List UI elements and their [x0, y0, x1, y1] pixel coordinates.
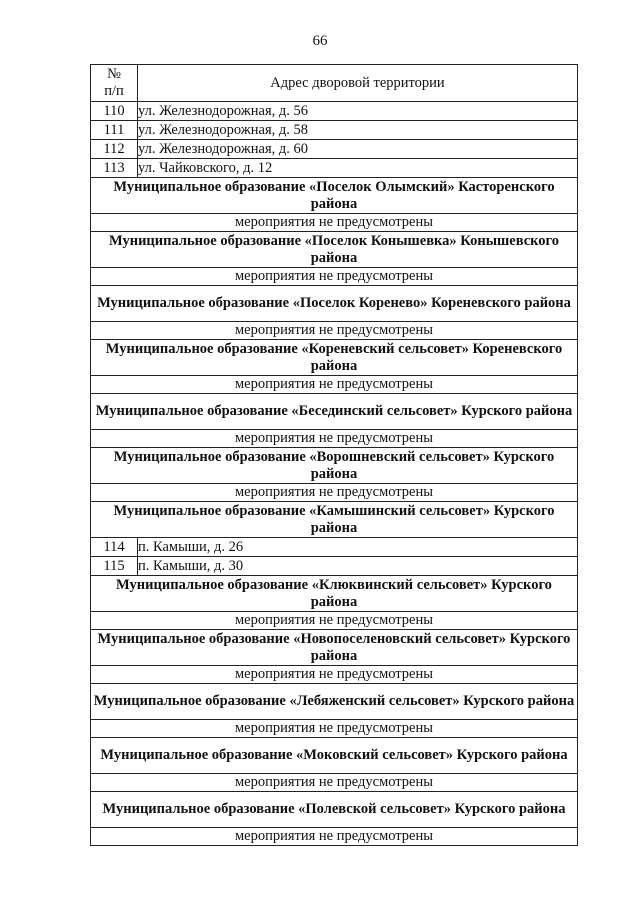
table-row [91, 102, 578, 121]
municipality-header-row [91, 684, 578, 720]
row-number: 112 [91, 140, 138, 159]
no-measures-note: мероприятия не предусмотрены [91, 828, 578, 846]
municipality-name: Муниципальное образование «Клюквинский сельсовет» Курского района [91, 576, 578, 612]
column-header-number [91, 65, 138, 102]
row-address: ул. Железнодорожная, д. 58 [138, 121, 578, 140]
row-number: 110 [91, 102, 138, 121]
no-measures-note: мероприятия не предусмотрены [91, 774, 578, 792]
row-number: 111 [91, 121, 138, 140]
municipality-header-row [91, 502, 578, 538]
row-number: 113 [91, 159, 138, 178]
no-measures-row [91, 774, 578, 792]
row-address: ул. Железнодорожная, д. 56 [138, 102, 578, 121]
no-measures-row [91, 484, 578, 502]
row-number: 115 [91, 557, 138, 576]
municipality-name: Муниципальное образование «Бесединский сельсовет» Курского района [91, 394, 578, 430]
municipality-header-row [91, 394, 578, 430]
no-measures-row [91, 430, 578, 448]
municipality-header-row [91, 178, 578, 214]
no-measures-row [91, 376, 578, 394]
no-measures-row [91, 612, 578, 630]
no-measures-row [91, 828, 578, 846]
row-address: п. Камыши, д. 30 [138, 557, 578, 576]
column-header-address: Адрес дворовой территории [138, 65, 578, 102]
municipality-name: Муниципальное образование «Поселок Коренево» Кореневского района [91, 286, 578, 322]
municipality-header-row [91, 232, 578, 268]
no-measures-note: мероприятия не предусмотрены [91, 612, 578, 630]
page-number: 66 [312, 33, 328, 49]
no-measures-row [91, 720, 578, 738]
table-row [91, 121, 578, 140]
no-measures-note: мероприятия не предусмотрены [91, 376, 578, 394]
table-row [91, 140, 578, 159]
municipality-name: Муниципальное образование «Камышинский сельсовет» Курского района [91, 502, 578, 538]
row-address: ул. Чайковского, д. 12 [138, 159, 578, 178]
row-address: ул. Железнодорожная, д. 60 [138, 140, 578, 159]
municipality-header-row [91, 738, 578, 774]
no-measures-note: мероприятия не предусмотрены [91, 430, 578, 448]
table-header-row [91, 65, 578, 102]
column-header-number-label: № п/п [104, 66, 124, 99]
municipality-header-row [91, 576, 578, 612]
municipality-name: Муниципальное образование «Лебяженский сельсовет» Курского района [91, 684, 578, 720]
municipality-header-row [91, 792, 578, 828]
table-row [91, 538, 578, 557]
municipality-header-row [91, 340, 578, 376]
no-measures-row [91, 322, 578, 340]
municipality-name: Муниципальное образование «Кореневский сельсовет» Кореневского района [91, 340, 578, 376]
no-measures-row [91, 214, 578, 232]
municipality-name: Муниципальное образование «Поселок Конышевка» Конышевского района [91, 232, 578, 268]
municipality-name: Муниципальное образование «Моковский сельсовет» Курского района [91, 738, 578, 774]
municipality-name: Муниципальное образование «Полевской сельсовет» Курского района [91, 792, 578, 828]
no-measures-note: мероприятия не предусмотрены [91, 322, 578, 340]
no-measures-row [91, 666, 578, 684]
no-measures-note: мероприятия не предусмотрены [91, 666, 578, 684]
municipality-name: Муниципальное образование «Новопоселеновский сельсовет» Курского района [91, 630, 578, 666]
table-body [91, 102, 578, 846]
no-measures-note: мероприятия не предусмотрены [91, 484, 578, 502]
municipality-header-row [91, 448, 578, 484]
no-measures-note: мероприятия не предусмотрены [91, 268, 578, 286]
address-table [90, 64, 578, 846]
municipality-header-row [91, 630, 578, 666]
no-measures-row [91, 268, 578, 286]
no-measures-note: мероприятия не предусмотрены [91, 214, 578, 232]
row-number: 114 [91, 538, 138, 557]
no-measures-note: мероприятия не предусмотрены [91, 720, 578, 738]
table-row [91, 557, 578, 576]
municipality-name: Муниципальное образование «Поселок Олымский» Касторенского района [91, 178, 578, 214]
row-address: п. Камыши, д. 26 [138, 538, 578, 557]
municipality-header-row [91, 286, 578, 322]
municipality-name: Муниципальное образование «Ворошневский сельсовет» Курского района [91, 448, 578, 484]
table-row [91, 159, 578, 178]
